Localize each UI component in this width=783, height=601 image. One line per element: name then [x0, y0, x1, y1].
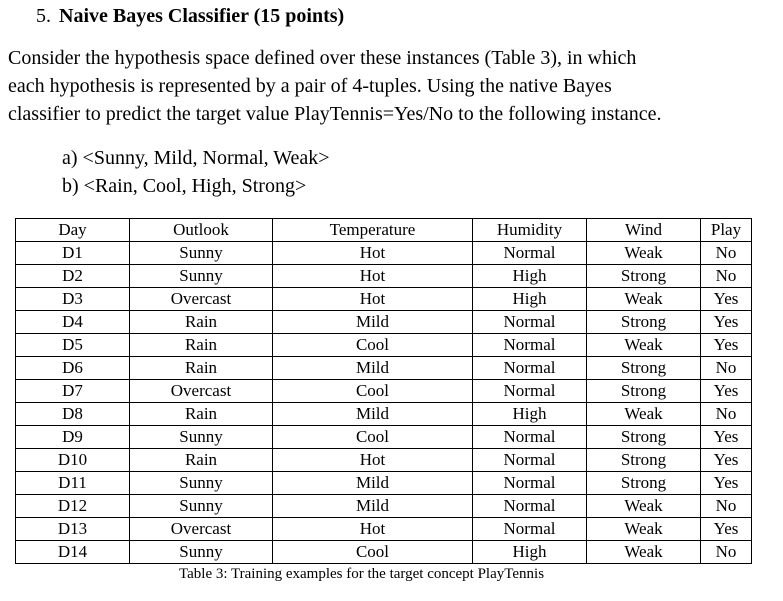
cell-humidity: Normal	[473, 518, 587, 541]
cell-temperature: Hot	[273, 288, 473, 311]
cell-wind: Weak	[587, 403, 701, 426]
cell-temperature: Mild	[273, 311, 473, 334]
cell-play: No	[701, 403, 752, 426]
table-row	[16, 541, 752, 564]
cell-play: No	[701, 495, 752, 518]
cell-temperature: Hot	[273, 265, 473, 288]
table-row	[16, 242, 752, 265]
cell-day: D1	[16, 242, 130, 265]
cell-day: D14	[16, 541, 130, 564]
cell-temperature: Mild	[273, 403, 473, 426]
column-header-wind: Wind	[587, 219, 701, 242]
cell-humidity: Normal	[473, 472, 587, 495]
cell-play: Yes	[701, 472, 752, 495]
cell-outlook: Rain	[130, 449, 273, 472]
question-number: 5.	[36, 5, 51, 27]
cell-wind: Strong	[587, 265, 701, 288]
cell-temperature: Mild	[273, 495, 473, 518]
table-row	[16, 495, 752, 518]
cell-humidity: Normal	[473, 357, 587, 380]
cell-humidity: Normal	[473, 311, 587, 334]
cell-humidity: High	[473, 403, 587, 426]
cell-wind: Strong	[587, 311, 701, 334]
cell-humidity: Normal	[473, 426, 587, 449]
cell-temperature: Cool	[273, 541, 473, 564]
cell-day: D2	[16, 265, 130, 288]
cell-wind: Strong	[587, 449, 701, 472]
cell-humidity: Normal	[473, 334, 587, 357]
paragraph-line: each hypothesis is represented by a pair of 4-tuples. Using the native Bayes	[8, 75, 612, 97]
cell-outlook: Sunny	[130, 242, 273, 265]
cell-day: D11	[16, 472, 130, 495]
table-row	[16, 334, 752, 357]
cell-day: D9	[16, 426, 130, 449]
column-header-temperature: Temperature	[273, 219, 473, 242]
column-header-humidity: Humidity	[473, 219, 587, 242]
cell-outlook: Sunny	[130, 541, 273, 564]
option-b: b) <Rain, Cool, High, Strong>	[62, 175, 307, 197]
cell-day: D13	[16, 518, 130, 541]
paragraph-line: Consider the hypothesis space defined over these instances (Table 3), in which	[8, 47, 637, 69]
cell-day: D10	[16, 449, 130, 472]
cell-temperature: Cool	[273, 334, 473, 357]
cell-temperature: Cool	[273, 380, 473, 403]
header-row	[16, 219, 752, 242]
cell-humidity: Normal	[473, 495, 587, 518]
cell-humidity: Normal	[473, 380, 587, 403]
cell-outlook: Rain	[130, 311, 273, 334]
column-header-day: Day	[16, 219, 130, 242]
cell-outlook: Sunny	[130, 426, 273, 449]
cell-humidity: Normal	[473, 242, 587, 265]
table-caption: Table 3: Training examples for the target concept PlayTennis	[179, 566, 545, 582]
table-body	[16, 242, 752, 564]
cell-temperature: Cool	[273, 426, 473, 449]
cell-wind: Weak	[587, 541, 701, 564]
table-row	[16, 403, 752, 426]
column-header-outlook: Outlook	[130, 219, 273, 242]
cell-wind: Strong	[587, 472, 701, 495]
cell-temperature: Mild	[273, 472, 473, 495]
cell-outlook: Rain	[130, 334, 273, 357]
cell-play: Yes	[701, 311, 752, 334]
cell-day: D8	[16, 403, 130, 426]
cell-humidity: High	[473, 265, 587, 288]
table-header	[16, 219, 752, 242]
cell-outlook: Sunny	[130, 495, 273, 518]
cell-play: Yes	[701, 288, 752, 311]
table-row	[16, 380, 752, 403]
table-row	[16, 449, 752, 472]
table-row	[16, 311, 752, 334]
cell-wind: Weak	[587, 288, 701, 311]
cell-play: Yes	[701, 449, 752, 472]
cell-play: No	[701, 541, 752, 564]
instance-options	[62, 144, 330, 200]
option-a: a) <Sunny, Mild, Normal, Weak>	[62, 147, 330, 169]
cell-temperature: Mild	[273, 357, 473, 380]
cell-play: Yes	[701, 518, 752, 541]
cell-day: D5	[16, 334, 130, 357]
table-row	[16, 288, 752, 311]
cell-wind: Weak	[587, 242, 701, 265]
question-paragraph	[8, 44, 768, 128]
cell-outlook: Sunny	[130, 472, 273, 495]
cell-play: No	[701, 357, 752, 380]
cell-temperature: Hot	[273, 449, 473, 472]
training-examples-table	[15, 218, 752, 564]
cell-day: D12	[16, 495, 130, 518]
cell-humidity: High	[473, 288, 587, 311]
cell-wind: Weak	[587, 495, 701, 518]
paragraph-line: classifier to predict the target value PlayTennis=Yes/No to the following instance.	[8, 103, 662, 125]
table-row	[16, 357, 752, 380]
cell-outlook: Overcast	[130, 288, 273, 311]
table-row	[16, 472, 752, 495]
cell-outlook: Overcast	[130, 380, 273, 403]
cell-outlook: Rain	[130, 357, 273, 380]
cell-wind: Strong	[587, 357, 701, 380]
cell-outlook: Overcast	[130, 518, 273, 541]
table-row	[16, 265, 752, 288]
cell-temperature: Hot	[273, 518, 473, 541]
cell-play: Yes	[701, 426, 752, 449]
cell-humidity: High	[473, 541, 587, 564]
cell-day: D6	[16, 357, 130, 380]
column-header-play: Play	[701, 219, 752, 242]
cell-humidity: Normal	[473, 449, 587, 472]
table-row	[16, 518, 752, 541]
cell-wind: Weak	[587, 518, 701, 541]
cell-day: D4	[16, 311, 130, 334]
cell-play: No	[701, 242, 752, 265]
cell-temperature: Hot	[273, 242, 473, 265]
cell-play: No	[701, 265, 752, 288]
cell-wind: Strong	[587, 426, 701, 449]
cell-outlook: Rain	[130, 403, 273, 426]
cell-outlook: Sunny	[130, 265, 273, 288]
cell-play: Yes	[701, 334, 752, 357]
cell-play: Yes	[701, 380, 752, 403]
cell-day: D3	[16, 288, 130, 311]
cell-wind: Weak	[587, 334, 701, 357]
cell-day: D7	[16, 380, 130, 403]
cell-wind: Strong	[587, 380, 701, 403]
question-heading	[36, 4, 344, 28]
table-row	[16, 426, 752, 449]
question-title: Naive Bayes Classifier (15 points)	[59, 5, 345, 27]
